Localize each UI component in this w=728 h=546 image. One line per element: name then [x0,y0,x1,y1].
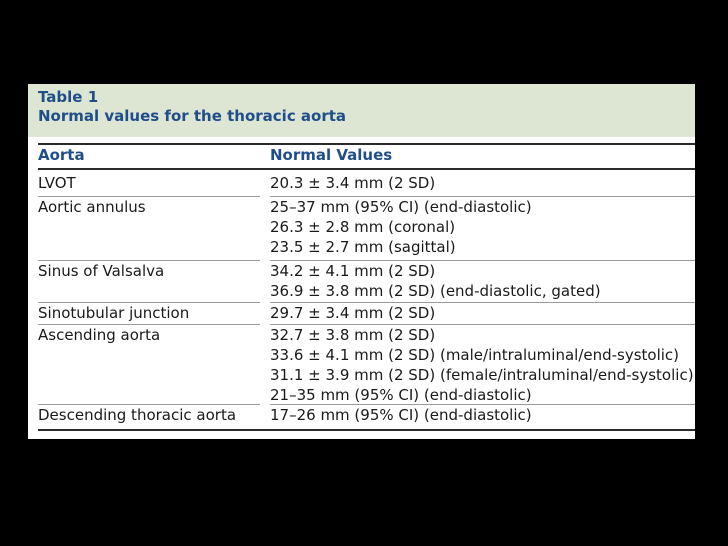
row-label-lvot: LVOT [38,174,76,192]
row-value: 20.3 ± 3.4 mm (2 SD) [270,174,436,192]
table-panel [28,84,695,439]
row-value: 29.7 ± 3.4 mm (2 SD) [270,304,436,322]
row-value: 32.7 ± 3.8 mm (2 SD) [270,326,436,344]
row-label-sinus-of-valsalva: Sinus of Valsalva [38,262,165,280]
row-value: 21–35 mm (95% CI) (end-diastolic) [270,386,532,404]
row-value: 36.9 ± 3.8 mm (2 SD) (end-diastolic, gated) [270,282,601,300]
table-label: Table 1 [38,88,99,106]
row-value: 17–26 mm (95% CI) (end-diastolic) [270,406,532,424]
header-top-rule [38,143,695,145]
row-label-ascending-aorta: Ascending aorta [38,326,161,344]
row-label-descending-thoracic-aorta: Descending thoracic aorta [38,406,237,424]
table-bottom-rule [38,429,695,431]
table-title: Normal values for the thoracic aorta [38,107,347,125]
row-value: 23.5 ± 2.7 mm (sagittal) [270,238,456,256]
header-bottom-rule [38,168,695,170]
row-value: 31.1 ± 3.9 mm (2 SD) (female/intraluminal/end-systolic) [270,366,694,384]
column-header-normal-values: Normal Values [270,146,393,164]
row-label-aortic-annulus: Aortic annulus [38,198,146,216]
row-label-sinotubular-junction: Sinotubular junction [38,304,190,322]
table-caption [28,84,695,137]
row-value: 33.6 ± 4.1 mm (2 SD) (male/intraluminal/end-systolic) [270,346,680,364]
row-value: 25–37 mm (95% CI) (end-diastolic) [270,198,532,216]
row-value: 26.3 ± 2.8 mm (coronal) [270,218,456,236]
row-value: 34.2 ± 4.1 mm (2 SD) [270,262,436,280]
column-header-aorta: Aorta [38,146,85,164]
